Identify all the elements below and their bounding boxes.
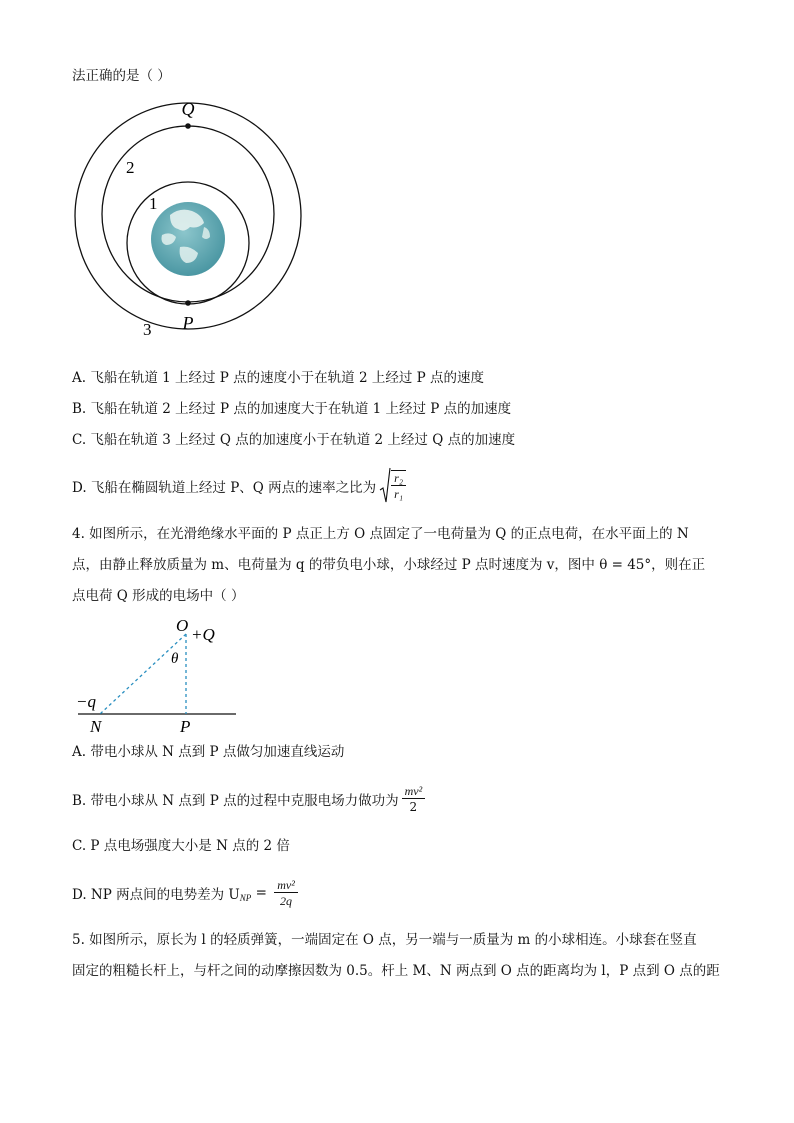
label-P: P [180,717,191,736]
label-orbit-1: 1 [149,194,158,213]
q3-option-c: C. 飞船在轨道 3 上经过 Q 点的加速度小于在轨道 2 上经过 Q 点的加速度 [72,432,516,448]
q3-option-a: A. 飞船在轨道 1 上经过 P 点的速度小于在轨道 2 上经过 P 点的速度 [72,370,485,386]
q3-d-numerator: r₂ [391,471,406,486]
label-plus-Q: +Q [191,625,215,644]
label-theta: θ [171,651,179,667]
label-O: O [176,616,189,635]
q3-option-d-text: D. 飞船在椭圆轨道上经过 P、Q 两点的速率之比为 [72,480,377,496]
q4-d-numerator: mv² [274,878,298,893]
q4-option-b-text: B. 带电小球从 N 点到 P 点的过程中克服电场力做功为 [72,793,399,809]
q4-d-equals: = [251,885,272,901]
label-orbit-2: 2 [126,158,135,177]
q4-option-a: A. 带电小球从 N 点到 P 点做匀加速直线运动 [72,744,345,760]
q4-b-denominator: 2 [409,799,418,814]
q3-stem-tail: 法正确的是（ ） [72,68,171,84]
q4-d-subscript: NP [239,893,252,903]
q4-option-c: C. P 点电场强度大小是 N 点的 2 倍 [72,838,290,854]
q4-line-1: 4. 如图所示，在光滑绝缘水平面的 P 点正上方 O 点固定了一电荷量为 Q 的正点电荷，在水平面上的 N [72,526,689,542]
label-N: N [90,717,102,736]
orbit-figure [70,95,310,345]
q4-line-2: 点，由静止释放质量为 m、电荷量为 q 的带负电小球，小球经过 P 点时速度为 v，图中 θ = 45°，则在正 [72,557,706,573]
q5-line-1: 5. 如图所示，原长为 l 的轻质弹簧，一端固定在 O 点，另一端与一质量为 m 的小球相连。小球套在竖直 [72,932,697,948]
sqrt-sign [379,466,391,506]
q4-option-d-text: D. NP 两点间的电势差为 U [72,887,240,903]
q5-line-2: 固定的粗糙长杆上，与杆之间的动摩擦因数为 0.5。杆上 M、N 两点到 O 点的距离均为 l，P 点到 O 点的距 [72,963,720,979]
q3-d-denominator: r₁ [394,486,404,501]
label-P: P [182,313,194,333]
point-P [185,300,191,306]
label-Q: Q [181,99,195,119]
earth-icon [151,202,225,276]
label-orbit-3: 3 [143,320,152,339]
q4-option-b [72,780,425,818]
dashed-diagonal-ON [100,634,186,714]
q4-option-d [72,872,298,914]
q4-b-numerator: mv² [402,784,426,799]
q3-option-b: B. 飞船在轨道 2 上经过 P 点的加速度大于在轨道 1 上经过 P 点的加速度 [72,401,512,417]
label-minus-q: −q [76,692,96,711]
q3-option-d [72,466,406,506]
q4-line-3: 点电荷 Q 形成的电场中（ ） [72,588,245,604]
charge-figure [70,612,250,737]
point-Q [185,123,191,129]
q4-d-denominator: 2q [280,893,292,908]
